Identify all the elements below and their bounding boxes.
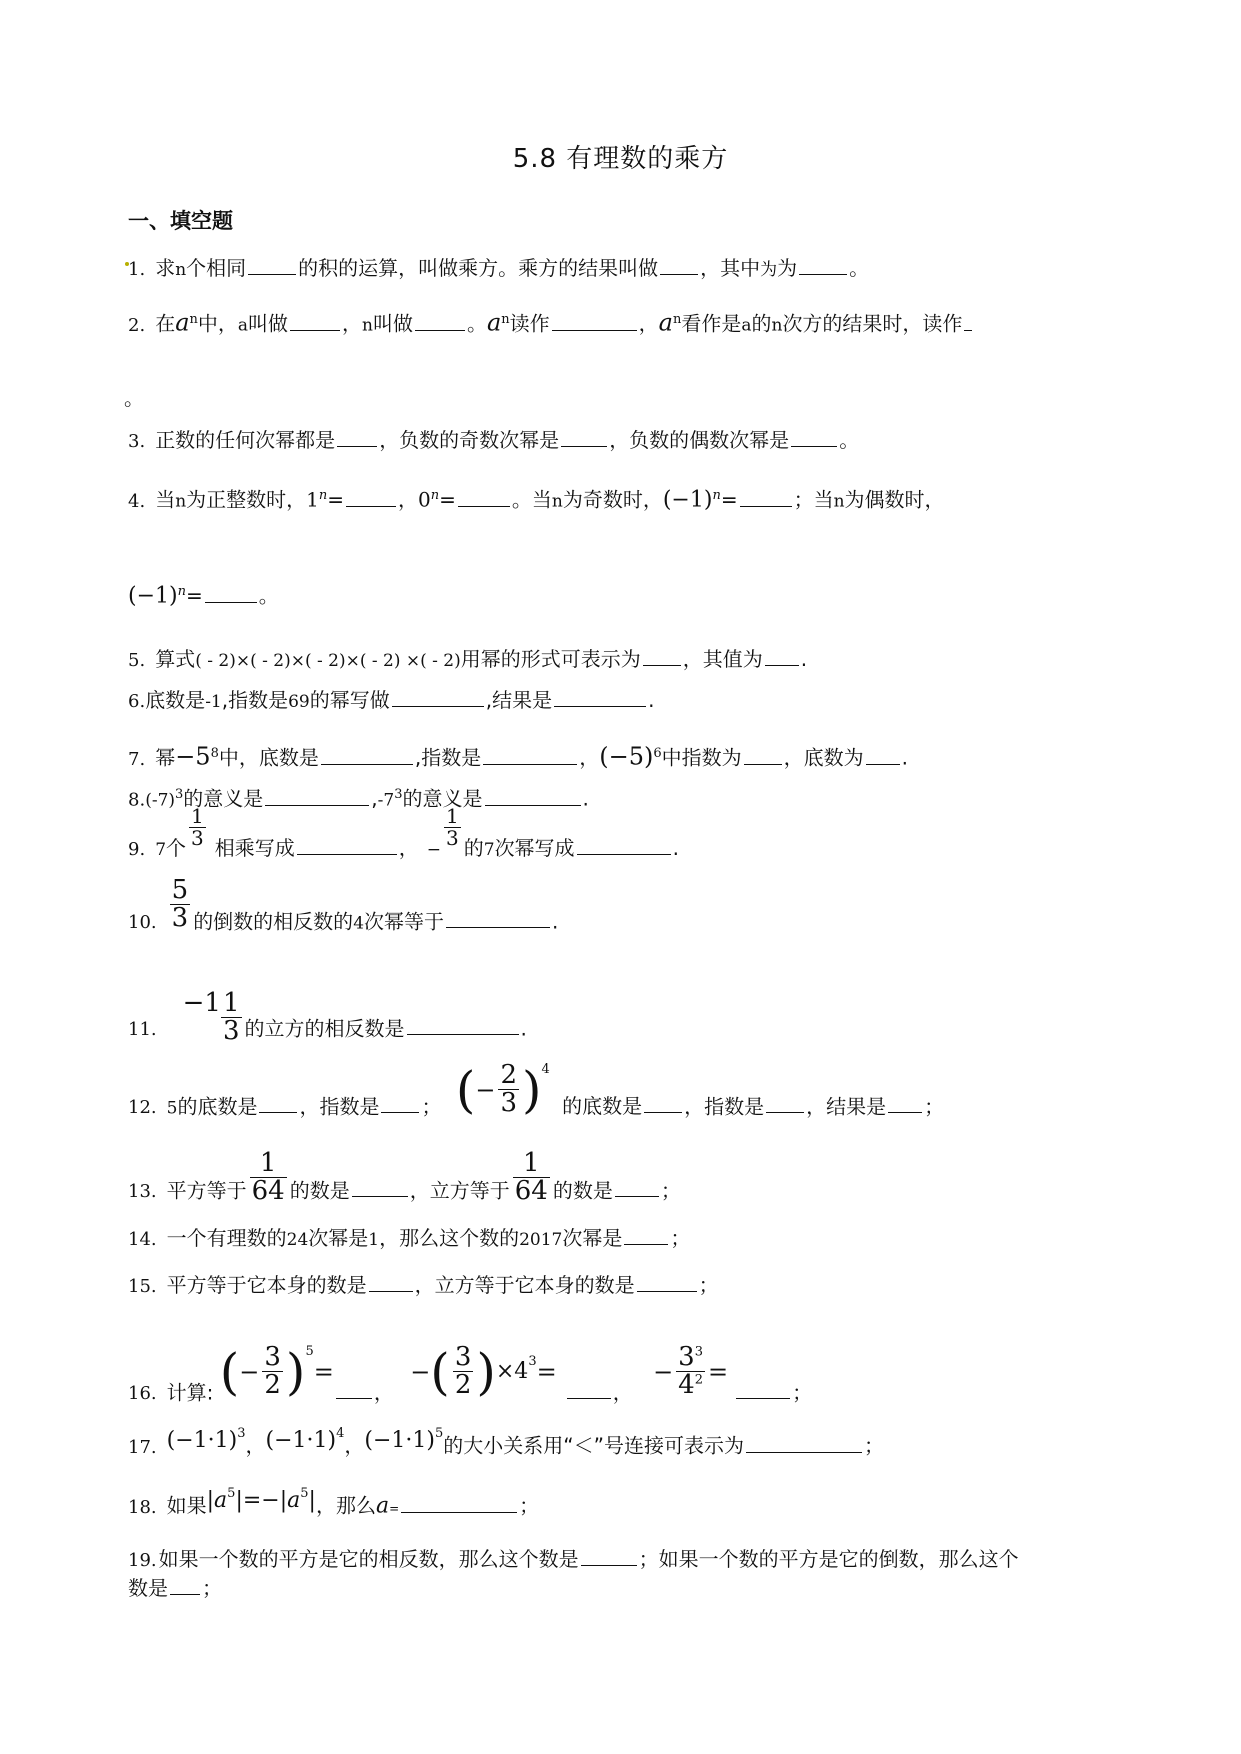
blank[interactable] [369, 1273, 413, 1292]
blank[interactable] [485, 787, 581, 806]
blank[interactable] [744, 746, 782, 765]
question-2: 2. 在$a^n$中，a叫做 ，n叫做 。$a^n$读作 ，$a^n$看作是a的n次方的结果时，读作 [128, 306, 974, 340]
blank[interactable] [446, 909, 550, 928]
question-7: 7. 幂$-5^8$中，底数是 ,指数是 ，$(-5)^6$中指数为 ，底数为 . [128, 742, 908, 771]
blank[interactable] [866, 746, 900, 765]
question-1: 1. 求n个相同 的积的运算，叫做乘方。乘方的结果叫做 ，其中为为 。 [128, 256, 870, 280]
blank[interactable] [248, 256, 296, 275]
question-5: 5. 算式( - 2)×( - 2)×( - 2)×( - 2) ×( - 2)用幂的形式可表示为 ，其值为 . [128, 647, 808, 671]
fraction: $\frac{2}{3}$ [500, 1060, 517, 1119]
blank[interactable] [799, 256, 847, 275]
question-19: 19. 如果一个数的平方是它的相反数，那么这个数是 ；如果一个数的平方是它的倒数，那么这个 [128, 1547, 1019, 1571]
blank[interactable] [321, 746, 413, 765]
fraction: $\frac{1}{64}$ [251, 1148, 285, 1207]
blank[interactable] [577, 836, 671, 855]
blank[interactable] [637, 1273, 697, 1292]
blank[interactable] [483, 746, 577, 765]
question-6: 6.底数是-1,指数是69的幂写做 ,结果是 . [128, 688, 655, 712]
blank[interactable] [407, 1016, 519, 1035]
blank[interactable] [290, 312, 340, 331]
question-15: 15. 平方等于它本身的数是 ，立方等于它本身的数是 ； [128, 1273, 719, 1297]
blank[interactable] [561, 428, 607, 447]
blank[interactable] [740, 488, 792, 507]
blank[interactable] [337, 428, 377, 447]
blank[interactable] [964, 312, 972, 331]
blank[interactable] [791, 428, 837, 447]
fraction: $\frac{1}{3}$ [191, 804, 204, 850]
question-8: $8.(-7)^3$的意义是 $,-7^3$的意义是 . [128, 786, 589, 811]
blank[interactable] [765, 647, 799, 666]
blank[interactable] [552, 312, 637, 331]
paren-fraction: (− $\frac{2}{3}$ )$^4$ [455, 1060, 550, 1119]
question-13: 13. 平方等于 $\frac{1}{64}$ 的数是 ，立方等于 $\frac{1}{64}$ 的数是 ； [128, 1148, 681, 1207]
question-4: 4. 当n为正整数时，$1^n=$ ，$0^n=$ 。当n为奇数时，$(-1)^n=$ ；当n为偶数时， [128, 487, 945, 513]
question-17: 17. $(-1\cdot 1)^3$，$(-1\cdot 1)^4$，$(-1\cdot 1)^5$的大小关系用“＜”号连接可表示为 ； [128, 1426, 884, 1458]
blank[interactable] [170, 1576, 200, 1595]
question-11: 11.−1 $\frac{1}{3}$ 的立方的相反数是 . [128, 988, 527, 1047]
blank[interactable] [346, 488, 396, 507]
blank[interactable] [660, 256, 698, 275]
fraction: $\frac{3^3}{4^2}$ [678, 1342, 703, 1401]
section-heading: 一、填空题 [128, 209, 233, 233]
blank[interactable] [205, 584, 257, 603]
fraction: $\frac{3}{2}$ [454, 1342, 472, 1401]
question-16: 16. 计算: (− $\frac{3}{2}$ )$^5$=， −( $\frac{3}{2}$ )$\times 4^3=$， − $\frac{3^3}{4^2}$ =； [128, 1342, 813, 1405]
blank[interactable] [458, 488, 510, 507]
expr-2: −( $\frac{3}{2}$ )$\times 4^3=$ [410, 1342, 557, 1401]
fraction: $\frac{1}{3}$ [446, 804, 459, 850]
blank[interactable] [381, 1094, 419, 1113]
blank[interactable] [259, 1094, 297, 1113]
blank[interactable] [265, 787, 369, 806]
fraction: $\frac{1}{3}$ [222, 988, 240, 1047]
question-4-cont: $(-1)^n=$ 。 [128, 583, 279, 609]
fraction: $\frac{3}{2}$ [264, 1342, 281, 1401]
blank[interactable] [615, 1178, 659, 1197]
blank[interactable] [766, 1094, 804, 1113]
question-9: 9. 7个 $\frac{1}{3}$ 相乘写成 ， − $\frac{1}{3}$ 的7次幂写成 . [128, 804, 679, 860]
blank[interactable] [336, 1380, 372, 1399]
question-10: 10. $\frac{5}{3}$ 的倒数的相反数的4次幂等于 . [128, 875, 559, 934]
blank[interactable] [888, 1094, 922, 1113]
blank[interactable] [352, 1178, 408, 1197]
blank[interactable] [415, 312, 465, 331]
question-14: 14. 一个有理数的24次幂是1，那么这个数的2017次幂是 ； [128, 1226, 691, 1250]
blank[interactable] [581, 1547, 637, 1566]
blank[interactable] [644, 1094, 682, 1113]
fraction: $\frac{5}{3}$ [171, 875, 189, 934]
question-12: 12. 5的底数是 ，指数是 ； (− $\frac{2}{3}$ )$^4$ 的底数是 ，指数是 ，结果是 ； [128, 1060, 945, 1119]
question-19-cont: 数是 ； [128, 1576, 222, 1600]
question-2-end: 。 [124, 386, 144, 410]
fraction: $\frac{1}{64}$ [514, 1148, 548, 1207]
expr-1: (− $\frac{3}{2}$ )$^5$= [219, 1342, 334, 1401]
blank[interactable] [554, 688, 646, 707]
page-title: 5.8 有理数的乘方 [512, 144, 729, 174]
question-3: 3. 正数的任何次幂都是 ，负数的奇数次幂是 ，负数的偶数次幂是 。 [128, 428, 860, 452]
blank[interactable] [643, 647, 681, 666]
blank[interactable] [736, 1380, 790, 1399]
expr-3: − $\frac{3^3}{4^2}$ = [653, 1342, 729, 1401]
question-18: 18. 如果$|a^5|=-|a^5|$，那么a= ； [128, 1486, 540, 1519]
blank[interactable] [746, 1434, 862, 1453]
blank[interactable] [392, 688, 484, 707]
blank[interactable] [401, 1494, 517, 1513]
blank[interactable] [297, 836, 397, 855]
blank[interactable] [624, 1226, 668, 1245]
blank[interactable] [567, 1380, 611, 1399]
